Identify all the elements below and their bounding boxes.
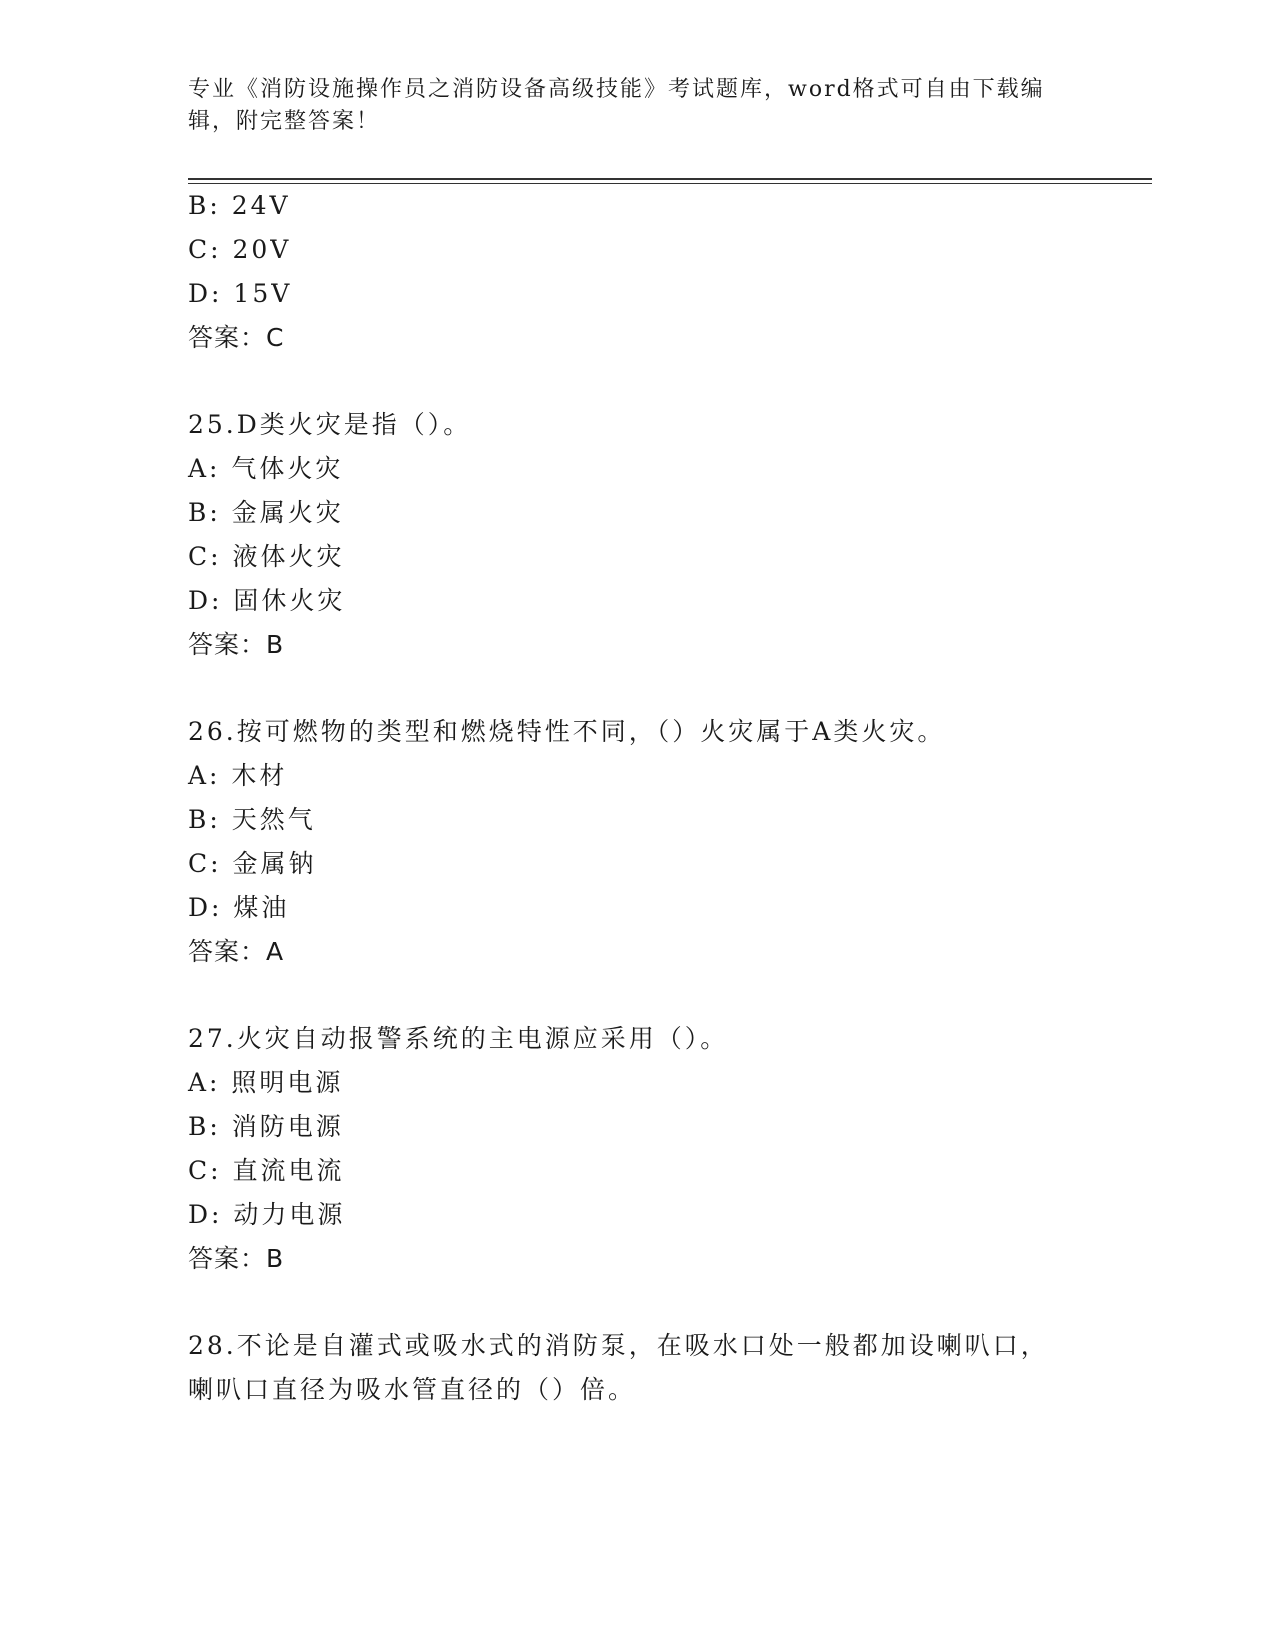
question-26: 26.按可燃物的类型和燃烧特性不同，（）火灾属于A类火灾。 [188,717,946,746]
question-27: 27.火灾自动报警系统的主电源应采用（）。 [188,1024,729,1053]
q27-option-c: C: 直流电流 [188,1156,345,1185]
question-28-line-2: 喇叭口直径为吸水管直径的（）倍。 [188,1375,637,1404]
answer-line: 答案：C [188,323,285,352]
q27-answer: 答案：B [188,1244,285,1273]
header-divider [188,178,1152,180]
q27-option-d: D: 动力电源 [188,1200,346,1229]
header-line-1: 专业《消防设施操作员之消防设备高级技能》考试题库，word格式可自由下载编 [188,77,1045,102]
q25-option-a: A: 气体火灾 [188,454,344,483]
q27-option-a: A: 照明电源 [188,1068,344,1097]
question-25: 25.D类火灾是指（）。 [188,410,472,439]
q26-option-c: C: 金属钠 [188,849,317,878]
option-d: D: 15V [188,279,293,308]
option-c: C: 20V [188,235,292,264]
q26-option-a: A: 木材 [188,761,288,790]
q25-option-c: C: 液体火灾 [188,542,345,571]
q27-option-b: B: 消防电源 [188,1112,344,1141]
q25-option-b: B: 金属火灾 [188,498,344,527]
document-header [188,74,1068,138]
header-divider-thin [188,183,1152,184]
option-b: B: 24V [188,191,291,220]
q26-option-d: D: 煤油 [188,893,290,922]
q26-answer: 答案：A [188,937,285,966]
q25-option-d: D: 固休火灾 [188,586,346,615]
q25-answer: 答案：B [188,630,285,659]
question-28-line-1: 28.不论是自灌式或吸水式的消防泵，在吸水口处一般都加设喇叭口， [188,1331,1049,1360]
header-line-2: 辑，附完整答案！ [188,109,381,134]
q26-option-b: B: 天然气 [188,805,316,834]
